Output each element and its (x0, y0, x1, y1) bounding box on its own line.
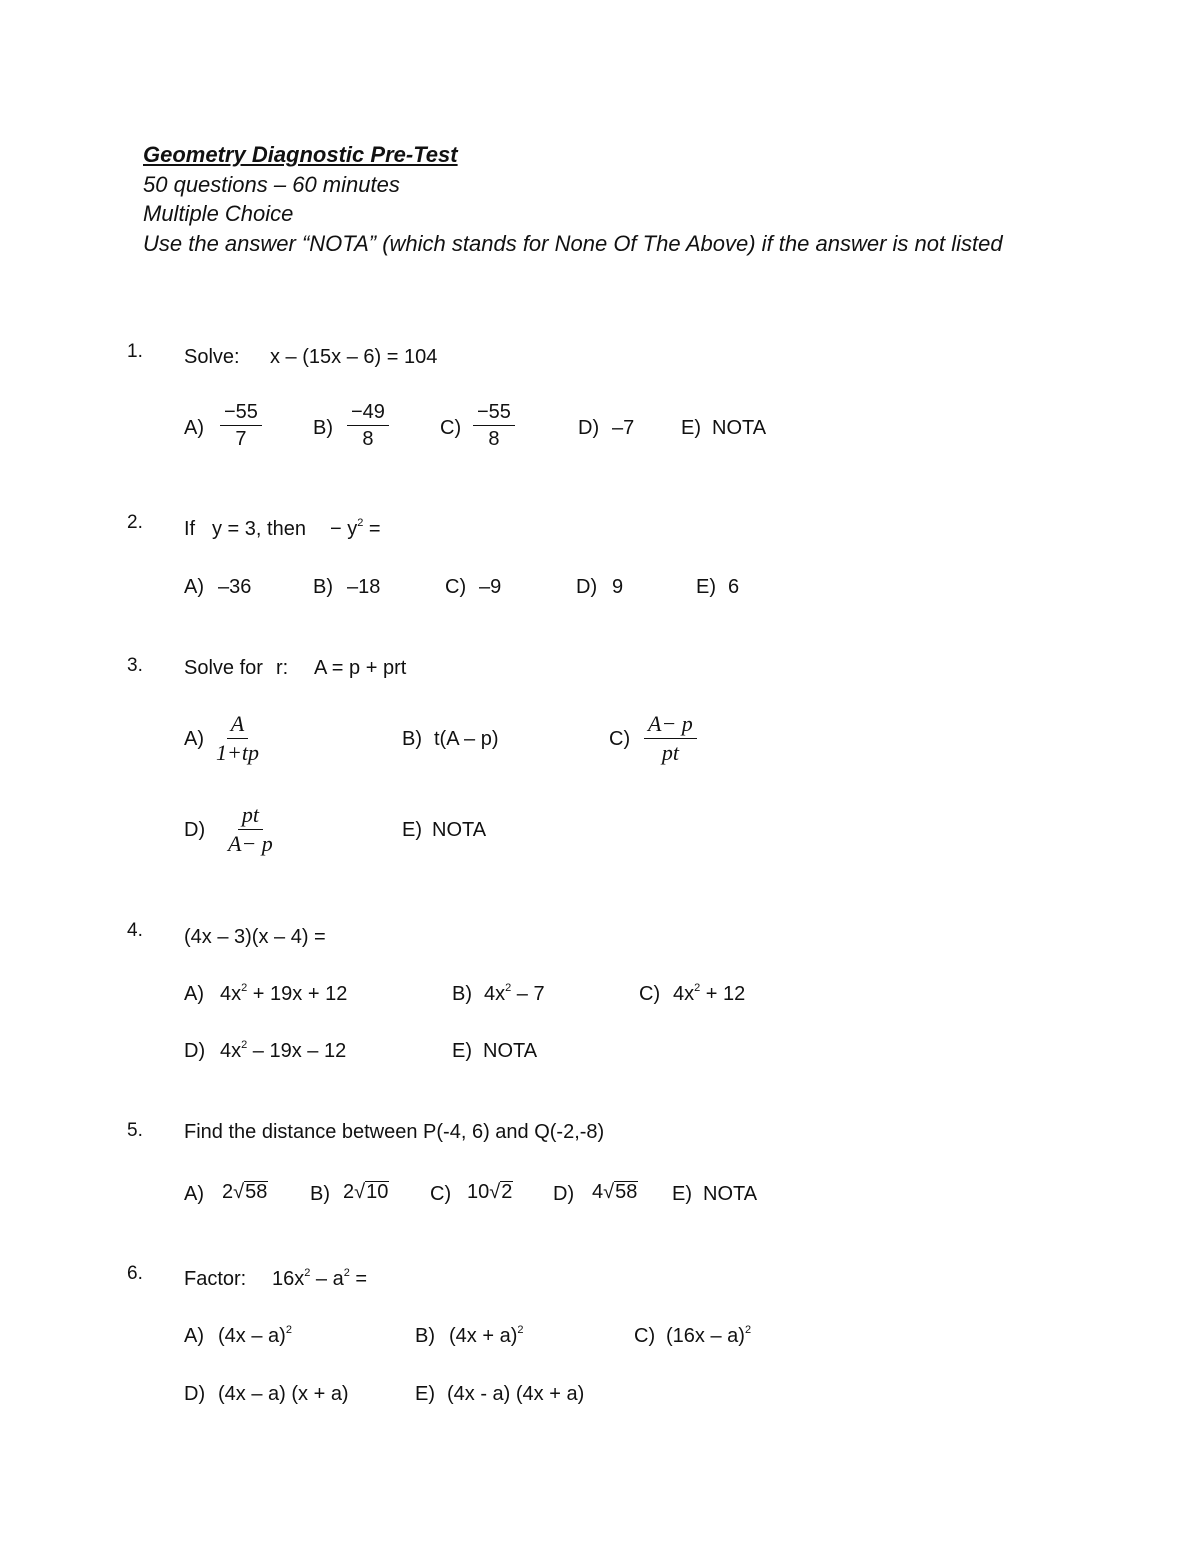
option-b-label: B) (415, 1325, 435, 1347)
question-given: y = 3, then (212, 518, 306, 540)
denominator: pt (661, 740, 679, 765)
header-line-format: Multiple Choice (143, 201, 294, 226)
question-equation: x – (15x – 6) = 104 (270, 346, 438, 368)
denominator: A− p (228, 831, 273, 856)
option-a-fraction (220, 402, 262, 449)
option-b-value: –18 (347, 576, 381, 598)
question-prompt: Factor: (184, 1268, 247, 1290)
base: (4x – a) (218, 1325, 286, 1347)
option-c-label: C) (609, 728, 631, 750)
page-title: Geometry Diagnostic Pre-Test (143, 142, 458, 167)
expr-suffix: = (363, 518, 381, 540)
option-a-label: A) (184, 576, 204, 598)
option-e-value: NOTA (712, 417, 767, 439)
question-prompt: Solve for (184, 657, 263, 679)
term-rest: + 12 (700, 983, 746, 1005)
term-rest: – 19x – 12 (247, 1040, 347, 1062)
option-b-label: B) (313, 417, 333, 439)
term-rest: – 7 (511, 983, 545, 1005)
option-c-fraction (473, 402, 515, 449)
option-a-radical (222, 1181, 268, 1204)
question-expression (272, 1269, 367, 1289)
question-equation: A = p + prt (314, 657, 407, 679)
option-b-label: B) (310, 1183, 330, 1205)
option-e-value: NOTA (432, 819, 487, 841)
denominator: 7 (235, 428, 247, 450)
question-prompt: Find the distance between P(-4, 6) and Q(-2,-8) (184, 1121, 605, 1143)
option-b-label: B) (313, 576, 333, 598)
option-b-label: B) (402, 728, 422, 750)
radicand: 58 (245, 1181, 268, 1203)
option-a-label: A) (184, 1325, 204, 1347)
question-number: 5. (127, 1120, 143, 1141)
coefficient: 2 (343, 1181, 355, 1203)
exponent: 2 (241, 1039, 248, 1051)
coefficient: 10 (467, 1181, 490, 1203)
option-c-label: C) (639, 983, 661, 1005)
option-b-fraction (347, 402, 389, 449)
option-e-label: E) (696, 576, 716, 598)
option-e-label: E) (402, 819, 422, 841)
exponent: 2 (241, 982, 248, 994)
option-b-value (484, 984, 545, 1004)
option-d-label: D) (184, 1383, 206, 1405)
term: 4x (220, 983, 242, 1005)
option-a-fraction (212, 713, 263, 764)
term-rest: + 19x + 12 (247, 983, 348, 1005)
option-a-value: –36 (218, 576, 252, 598)
numerator: −55 (220, 402, 262, 426)
option-c-fraction (644, 713, 697, 764)
option-d-value: –7 (612, 417, 635, 439)
denominator: 8 (362, 428, 374, 450)
numerator: A− p (644, 713, 697, 739)
option-a-value (218, 1326, 292, 1346)
option-e-value: (4x - a) (4x + a) (447, 1383, 585, 1405)
denominator: 1+tp (216, 740, 259, 765)
term: 4x (673, 983, 695, 1005)
option-c-value (673, 984, 745, 1004)
exponent: 2 (694, 982, 701, 994)
option-e-value: 6 (728, 576, 740, 598)
option-d-label: D) (184, 819, 206, 841)
base: (16x – a) (666, 1325, 745, 1347)
sqrt-icon: √ (233, 1181, 245, 1203)
option-c-label: C) (440, 417, 462, 439)
option-c-label: C) (445, 576, 467, 598)
option-c-value: –9 (479, 576, 502, 598)
question-number: 1. (127, 341, 143, 362)
sqrt-icon: √ (489, 1181, 501, 1203)
option-d-label: D) (184, 1040, 206, 1062)
term-rest: = (349, 1268, 368, 1290)
exponent: 2 (304, 1267, 311, 1279)
exponent: 2 (744, 1324, 752, 1336)
coefficient: 2 (222, 1181, 234, 1203)
option-e-label: E) (452, 1040, 472, 1062)
question-expression: (4x – 3)(x – 4) = (184, 926, 326, 948)
numerator: A (227, 713, 248, 739)
option-e-value: NOTA (703, 1183, 758, 1205)
option-d-value (220, 1041, 346, 1061)
coefficient: 4 (592, 1181, 604, 1203)
term: – a (310, 1268, 344, 1290)
option-d-fraction (224, 804, 277, 855)
term: 4x (484, 983, 506, 1005)
option-c-radical (467, 1181, 513, 1204)
option-b-value: t(A – p) (434, 728, 499, 750)
option-a-label: A) (184, 417, 204, 439)
option-e-label: E) (415, 1383, 435, 1405)
option-b-value (449, 1326, 523, 1346)
denominator: 8 (488, 428, 500, 450)
option-c-value (666, 1326, 751, 1346)
exponent: 2 (343, 1267, 350, 1279)
option-b-radical (343, 1181, 389, 1204)
numerator: −49 (347, 402, 389, 426)
question-number: 6. (127, 1263, 143, 1284)
option-c-label: C) (634, 1325, 656, 1347)
option-d-label: D) (576, 576, 598, 598)
option-d-radical (592, 1181, 638, 1204)
question-prompt: Solve: (184, 346, 240, 368)
question-number: 2. (127, 512, 143, 533)
radicand: 58 (615, 1181, 638, 1203)
option-d-label: D) (553, 1183, 575, 1205)
expr-base: − y (330, 518, 358, 540)
option-a-label: A) (184, 728, 204, 750)
numerator: −55 (473, 402, 515, 426)
option-d-label: D) (578, 417, 600, 439)
option-a-label: A) (184, 983, 204, 1005)
question-expression (330, 519, 381, 539)
numerator: pt (238, 804, 263, 830)
option-e-label: E) (681, 417, 701, 439)
sqrt-icon: √ (354, 1181, 366, 1203)
question-number: 4. (127, 920, 143, 941)
option-a-value (220, 984, 347, 1004)
option-d-value: 9 (612, 576, 624, 598)
option-e-value: NOTA (483, 1040, 538, 1062)
sqrt-icon: √ (603, 1181, 615, 1203)
question-variable: r: (276, 657, 289, 679)
radicand: 2 (501, 1181, 513, 1203)
expr-exponent: 2 (357, 517, 364, 529)
option-c-label: C) (430, 1183, 452, 1205)
exponent: 2 (517, 1324, 524, 1336)
option-a-label: A) (184, 1183, 204, 1205)
option-d-value: (4x – a) (x + a) (218, 1383, 349, 1405)
question-number: 3. (127, 655, 143, 676)
base: (4x + a) (449, 1325, 518, 1347)
question-prompt: If (184, 518, 196, 540)
exponent: 2 (505, 982, 512, 994)
term: 16x (272, 1268, 305, 1290)
option-b-label: B) (452, 983, 472, 1005)
option-e-label: E) (672, 1183, 692, 1205)
exponent: 2 (285, 1324, 292, 1336)
header-line-questions: 50 questions – 60 minutes (143, 172, 400, 197)
radicand: 10 (366, 1181, 389, 1203)
term: 4x (220, 1040, 242, 1062)
header-line-instructions: Use the answer “NOTA” (which stands for None Of The Above) if the answer is not listed (143, 231, 1003, 256)
